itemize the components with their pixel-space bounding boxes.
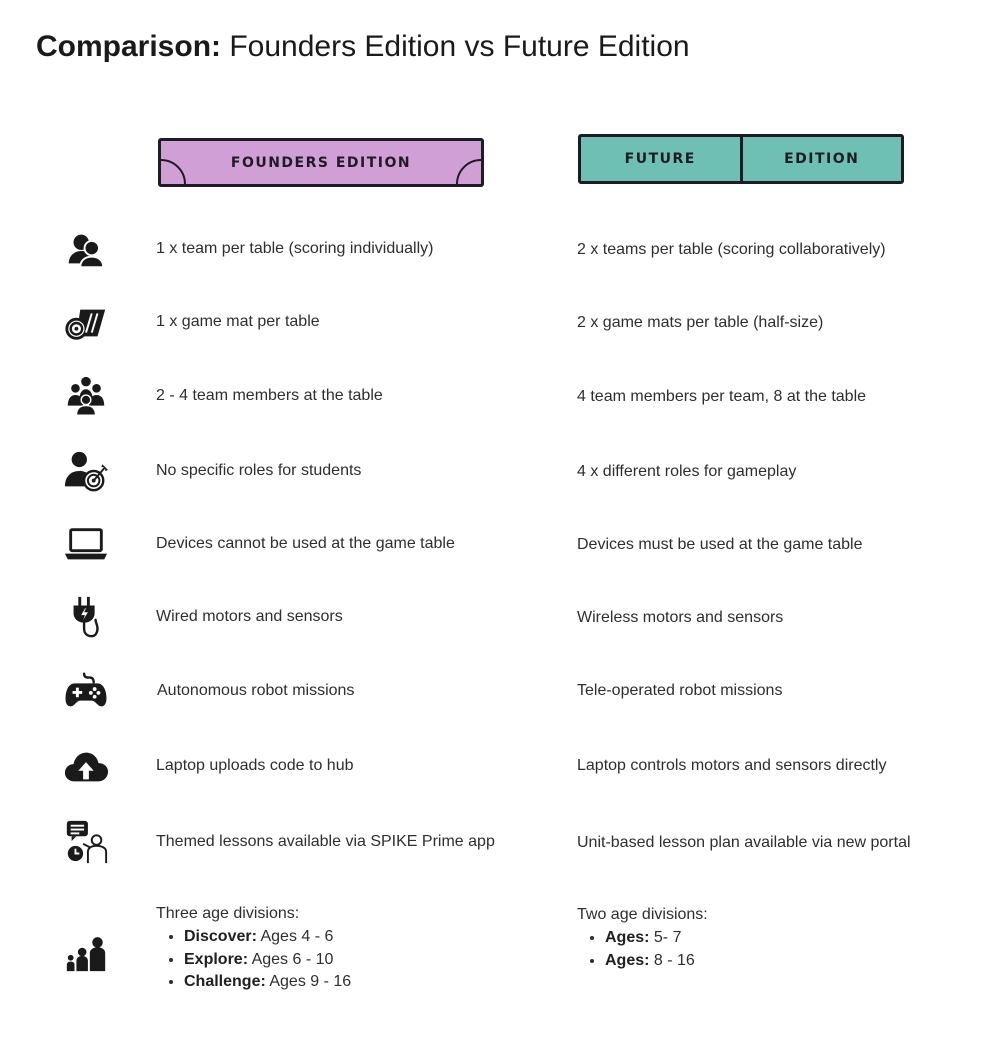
founders-cell: Laptop uploads code to hub	[156, 757, 354, 774]
laptop-icon	[60, 518, 112, 570]
future-edition-label-b-cell	[743, 137, 902, 181]
list-item	[605, 950, 708, 973]
rolled-mat-icon	[60, 297, 112, 349]
list-item	[184, 926, 351, 949]
teacher-icon	[60, 816, 112, 868]
list-item-value: 8 - 16	[649, 951, 695, 969]
founders-cell: 1 x game mat per table	[156, 313, 320, 330]
badge-corner-left	[158, 159, 186, 187]
list-item-value: 5- 7	[649, 929, 682, 946]
cloud-upload-icon	[60, 740, 112, 792]
founders-age-list	[156, 926, 351, 994]
founders-age-cell	[156, 904, 351, 994]
founders-edition-label: FOUNDERS EDITION	[230, 154, 412, 171]
future-cell: Devices must be used at the game table	[577, 536, 863, 553]
future-edition-label-a: FUTURE	[624, 151, 696, 167]
badge-corner-right	[456, 159, 484, 187]
future-cell: Unit-based lesson plan available via new portal	[577, 834, 911, 851]
founders-age-intro: Three age divisions:	[156, 905, 300, 922]
future-edition-label-b: EDITION	[784, 151, 860, 167]
future-age-list	[577, 927, 708, 972]
list-item-label: Explore:	[184, 950, 249, 968]
future-age-intro: Two age divisions:	[577, 906, 708, 923]
list-item	[184, 971, 351, 994]
list-item-label: Challenge:	[184, 973, 266, 990]
list-item-label: Discover:	[184, 928, 257, 945]
founders-cell: Wired motors and sensors	[156, 608, 343, 625]
founders-cell: Devices cannot be used at the game table	[156, 535, 455, 552]
gamepad-icon	[60, 665, 112, 717]
list-item-label: Ages:	[605, 929, 650, 946]
future-cell: Wireless motors and sensors	[577, 609, 784, 626]
team-members-icon	[60, 370, 112, 422]
founders-cell: No specific roles for students	[156, 462, 362, 479]
future-cell: 4 team members per team, 8 at the table	[577, 388, 867, 405]
future-edition-header	[578, 134, 904, 184]
list-item-label: Ages:	[605, 951, 650, 969]
future-age-cell	[577, 905, 708, 972]
page-title-bold: Comparison:	[36, 30, 222, 63]
list-item-value: Ages 9 - 16	[265, 973, 352, 990]
future-cell: 2 x teams per table (scoring collaboratively)	[577, 241, 886, 258]
founders-cell: 2 - 4 team members at the table	[156, 387, 383, 404]
plug-icon	[60, 591, 112, 643]
founders-edition-header	[158, 138, 484, 187]
future-cell: Tele-operated robot missions	[577, 682, 783, 699]
founders-cell: Autonomous robot missions	[157, 682, 355, 699]
future-cell: 2 x game mats per table (half-size)	[577, 314, 824, 331]
future-cell: 4 x different roles for gameplay	[577, 463, 797, 480]
list-item-value: Ages 6 - 10	[248, 950, 334, 968]
founders-cell: Themed lessons available via SPIKE Prime app	[156, 833, 495, 850]
list-item-value: Ages 4 - 6	[256, 928, 334, 945]
list-item	[184, 949, 351, 972]
future-cell: Laptop controls motors and sensors directly	[577, 757, 887, 774]
page-title	[36, 30, 690, 64]
page-title-rest: Founders Edition vs Future Edition	[221, 30, 690, 63]
person-target-icon	[60, 445, 112, 497]
person-group-icon	[60, 224, 112, 276]
family-icon	[60, 926, 112, 978]
founders-cell: 1 x team per table (scoring individually)	[156, 240, 434, 257]
list-item	[605, 927, 708, 950]
future-edition-label-a-cell	[581, 137, 743, 181]
